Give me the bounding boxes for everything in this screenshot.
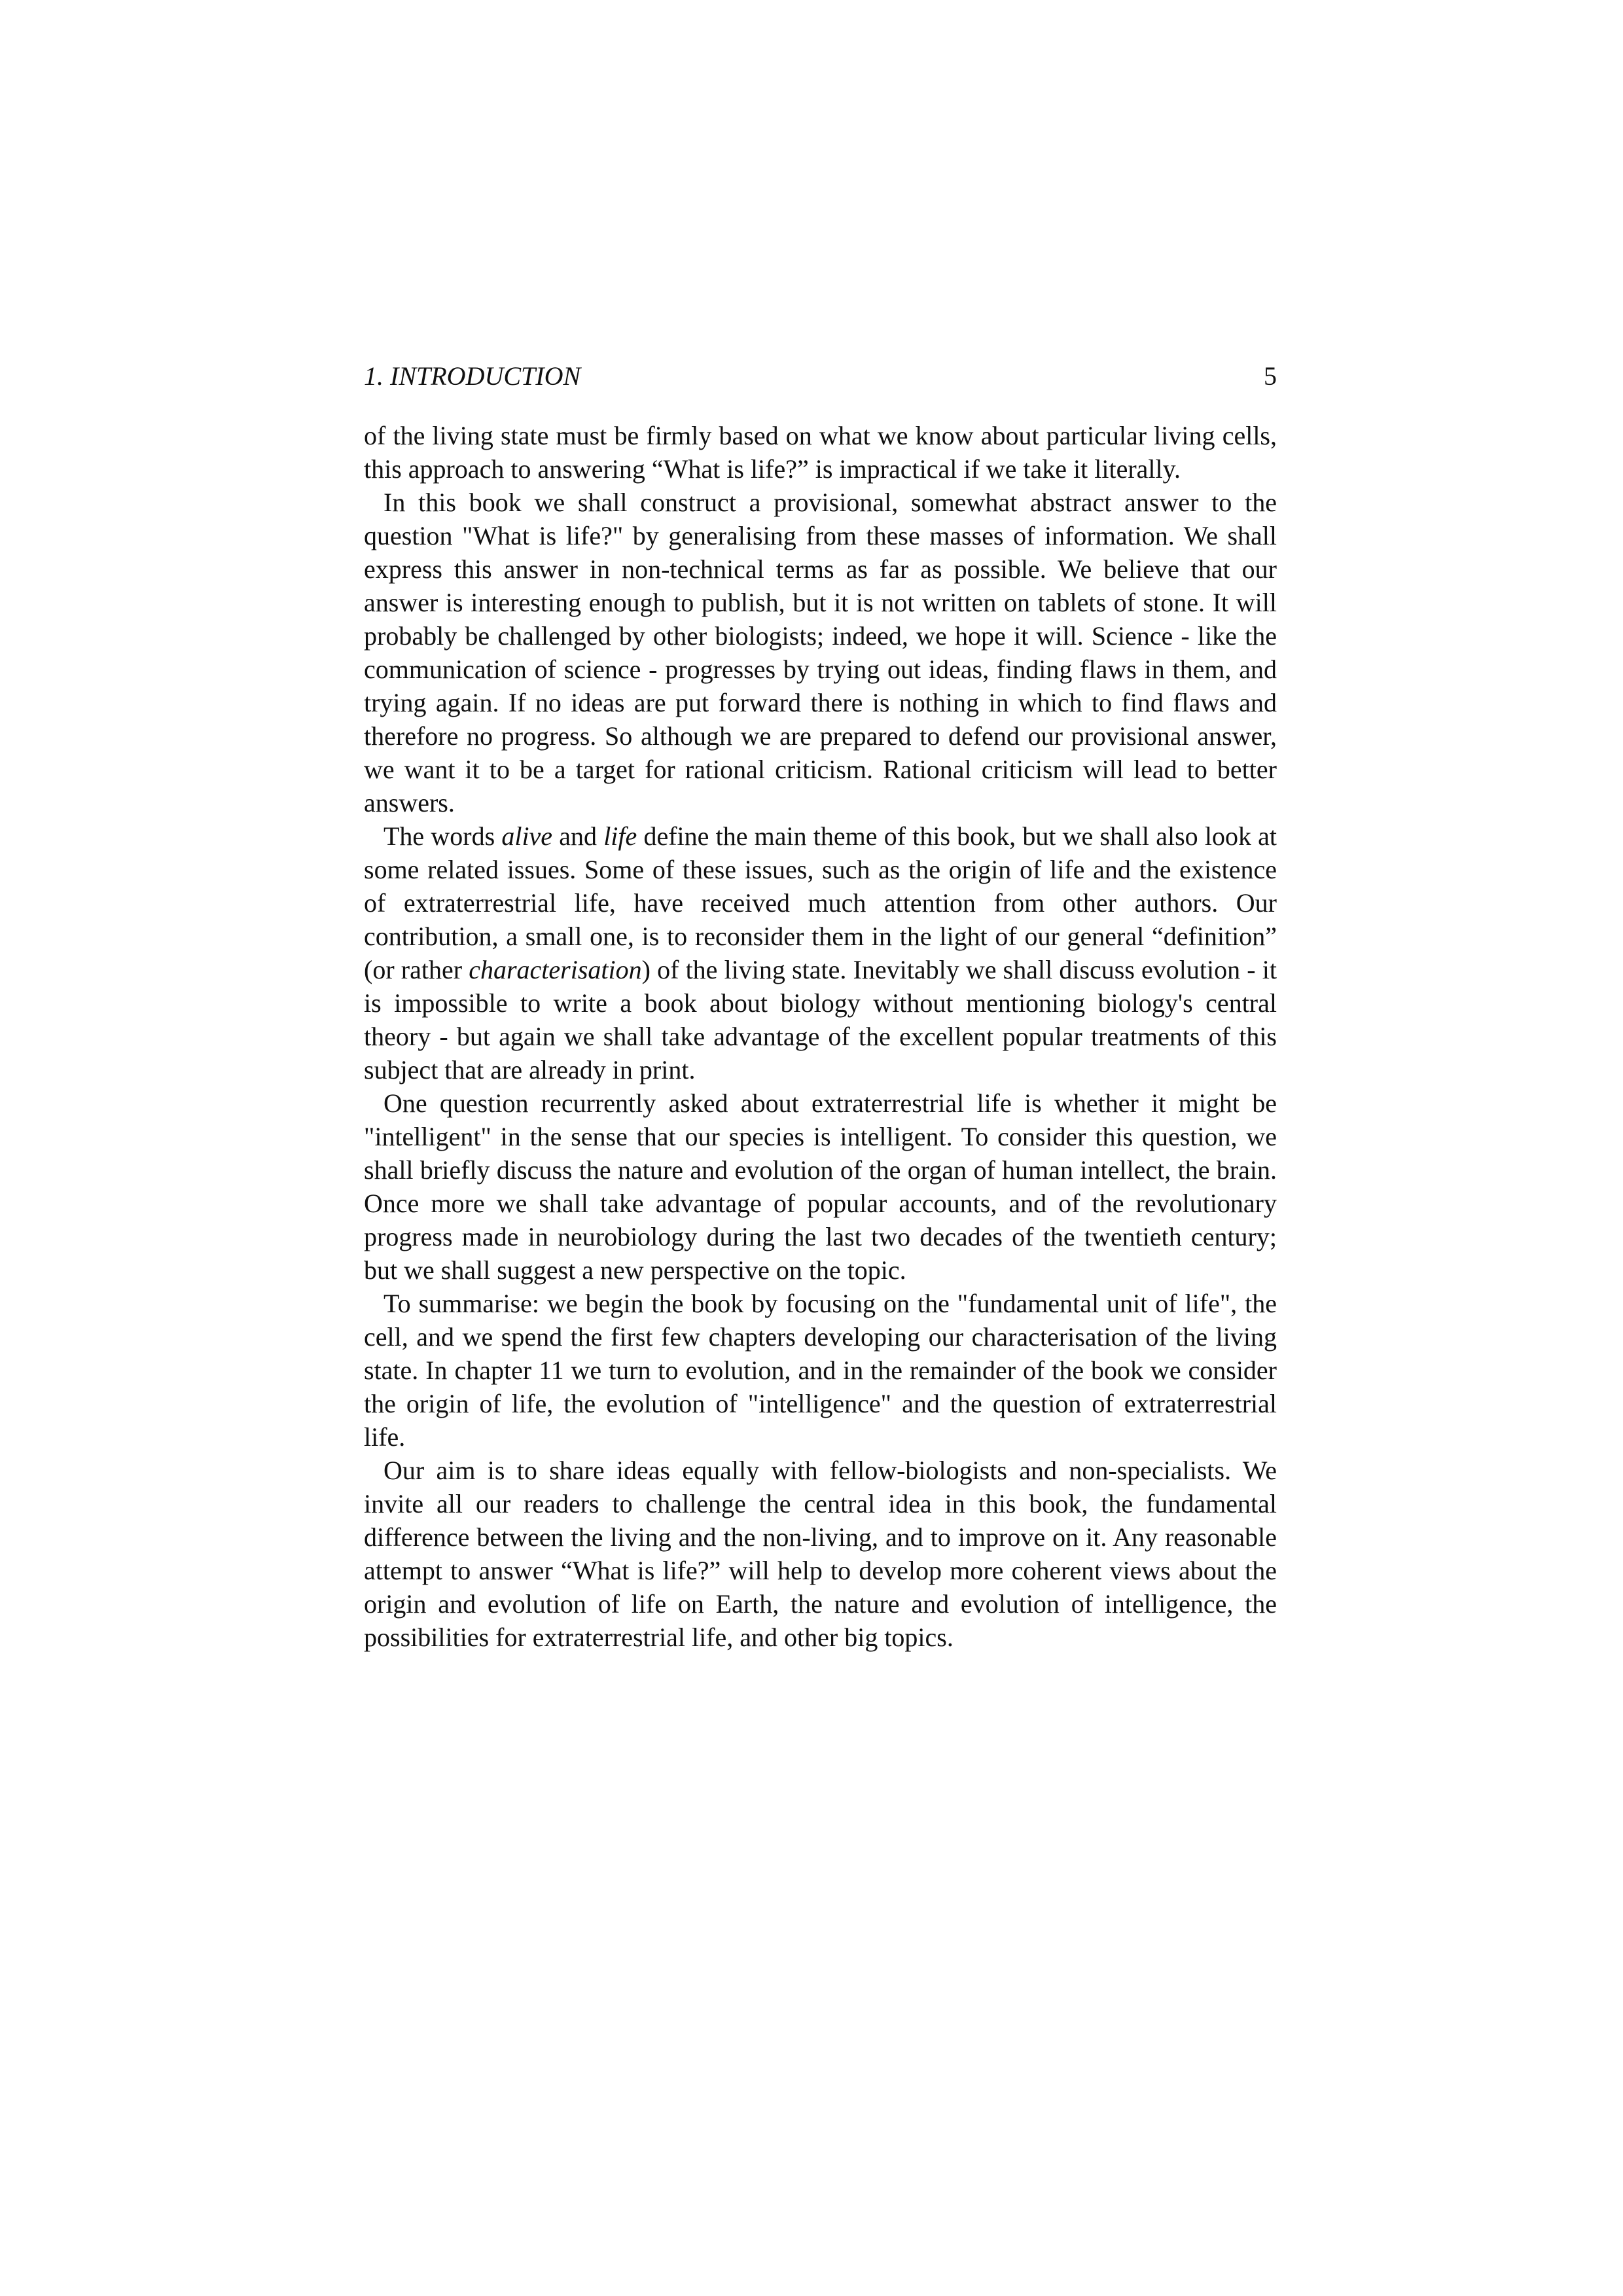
page-number: 5 [1264, 361, 1277, 391]
chapter-title: 1. INTRODUCTION [364, 361, 581, 391]
paragraph-aim: Our aim is to share ideas equally with fellow-biologists and non-specialists. We invite all our readers to challenge the central idea in this book, the fundamental difference between the living and the non-living, and to improve on it. Any reasonable attempt to answer “What is life?” will help to develop more coherent views about the origin and evolution of life on Earth, the nature and evolution of intelligence, the possibilities for extraterrestrial life, and other big topics. [364, 1456, 1277, 1652]
text-run: and [552, 821, 604, 851]
paragraph-provisional-answer: In this book we shall construct a provisional, somewhat abstract answer to the question "What is life?" by generalising from these masses of information. We shall express this answer in non-technical terms as far as possible. We believe that our answer is interesting enough to publish, but it is not written on tablets of stone. It will probably be challenged by other biologists; indeed, we hope it will. Science - like the communication of science - progresses by trying out ideas, finding flaws in them, and trying again. If no ideas are put forward there is nothing in which to find flaws and therefore no progress. So although we are prepared to defend our provisional answer, we want it to be a target for rational criticism. Rational criticism will lead to better answers. [364, 488, 1277, 817]
running-header [364, 359, 1277, 394]
emphasis-alive: alive [501, 821, 553, 851]
paragraph-continued: of the living state must be firmly based on what we know about particular living cells, this approach to answering “What is life?” is impractical if we take it literally. [364, 421, 1277, 484]
text-run: ) of the living state. Inevitably we shall discuss evolution - it is impossible to write a book about biology without mentioning biology's central theory - but again we shall take advantage of the excellent popular treatments of this subject that are already in print. [364, 955, 1277, 1085]
paragraph-summary: To summarise: we begin the book by focusing on the "fundamental unit of life", the cell, and we spend the first few chapters developing our characterisation of the living state. In chapter 11 we turn to evolution, and in the remainder of the book we consider the origin of life, the evolution of "intelligence" and the question of extraterrestrial life. [364, 1289, 1277, 1452]
emphasis-life: life [603, 821, 637, 851]
paragraph-main-theme [364, 819, 1277, 1086]
text-run: The words [383, 821, 502, 851]
emphasis-characterisation: characterisation [469, 955, 642, 984]
text-run: define the main theme of this book, but we shall also look at some related issues. Some of these issues, such as the origin of life and the existence of extraterrestrial life, have received much attention from other authors. Our contribution, a small one, is to reconsider them in the light of our general “definition” (or rather [364, 821, 1277, 984]
body-text [364, 419, 1277, 1654]
paragraph-intelligence: One question recurrently asked about extraterrestrial life is whether it might be "intelligent" in the sense that our species is intelligent. To consider this question, we shall briefly discuss the nature and evolution of the organ of human intellect, the brain. Once more we shall take advantage of popular accounts, and of the revolutionary progress made in neurobiology during the last two decades of the twentieth century; but we shall suggest a new perspective on the topic. [364, 1088, 1277, 1285]
